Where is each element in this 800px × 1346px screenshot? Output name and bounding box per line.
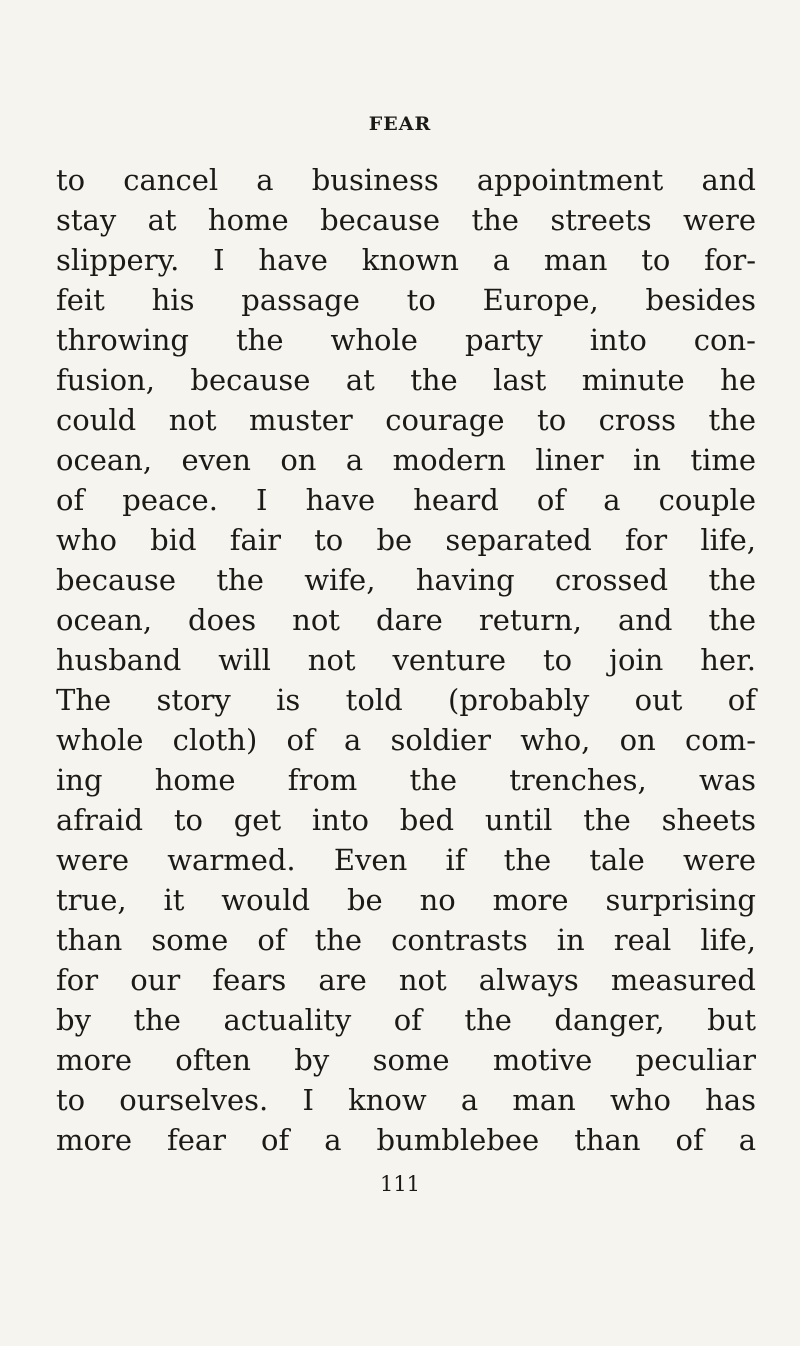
text-line: stay at home because the streets were <box>56 203 756 237</box>
body-text <box>56 160 756 1160</box>
text-line: fusion, because at the last minute he <box>56 363 756 397</box>
text-line: could not muster courage to cross the <box>56 403 756 437</box>
text-line: slippery. I have known a man to for- <box>56 243 756 277</box>
text-line: whole cloth) of a soldier who, on com- <box>56 723 756 757</box>
text-line: throwing the whole party into con- <box>56 323 756 357</box>
text-line: feit his passage to Europe, besides <box>56 283 756 317</box>
text-line: more often by some motive peculiar <box>56 1043 756 1077</box>
text-line: by the actuality of the danger, but <box>56 1003 756 1037</box>
text-line: because the wife, having crossed the <box>56 563 756 597</box>
text-line: ocean, does not dare return, and the <box>56 603 756 637</box>
text-line: for our fears are not always measured <box>56 963 756 997</box>
running-head: FEAR <box>368 113 432 135</box>
text-line: ing home from the trenches, was <box>56 763 756 797</box>
text-line: were warmed. Even if the tale were <box>56 843 756 877</box>
text-line: to cancel a business appointment and <box>56 163 756 197</box>
page-number: 111 <box>379 1172 421 1196</box>
text-line: true, it would be no more surprising <box>56 883 756 917</box>
text-line: who bid fair to be separated for life, <box>56 523 756 557</box>
text-line: afraid to get into bed until the sheets <box>56 803 756 837</box>
text-line: than some of the contrasts in real life, <box>56 923 756 957</box>
text-line: husband will not venture to join her. <box>56 643 756 677</box>
text-line: more fear of a bumblebee than of a <box>56 1123 756 1157</box>
text-line: to ourselves. I know a man who has <box>56 1083 756 1117</box>
text-line: The story is told (probably out of <box>56 683 756 717</box>
text-line: ocean, even on a modern liner in time <box>56 443 756 477</box>
text-line: of peace. I have heard of a couple <box>56 483 756 517</box>
